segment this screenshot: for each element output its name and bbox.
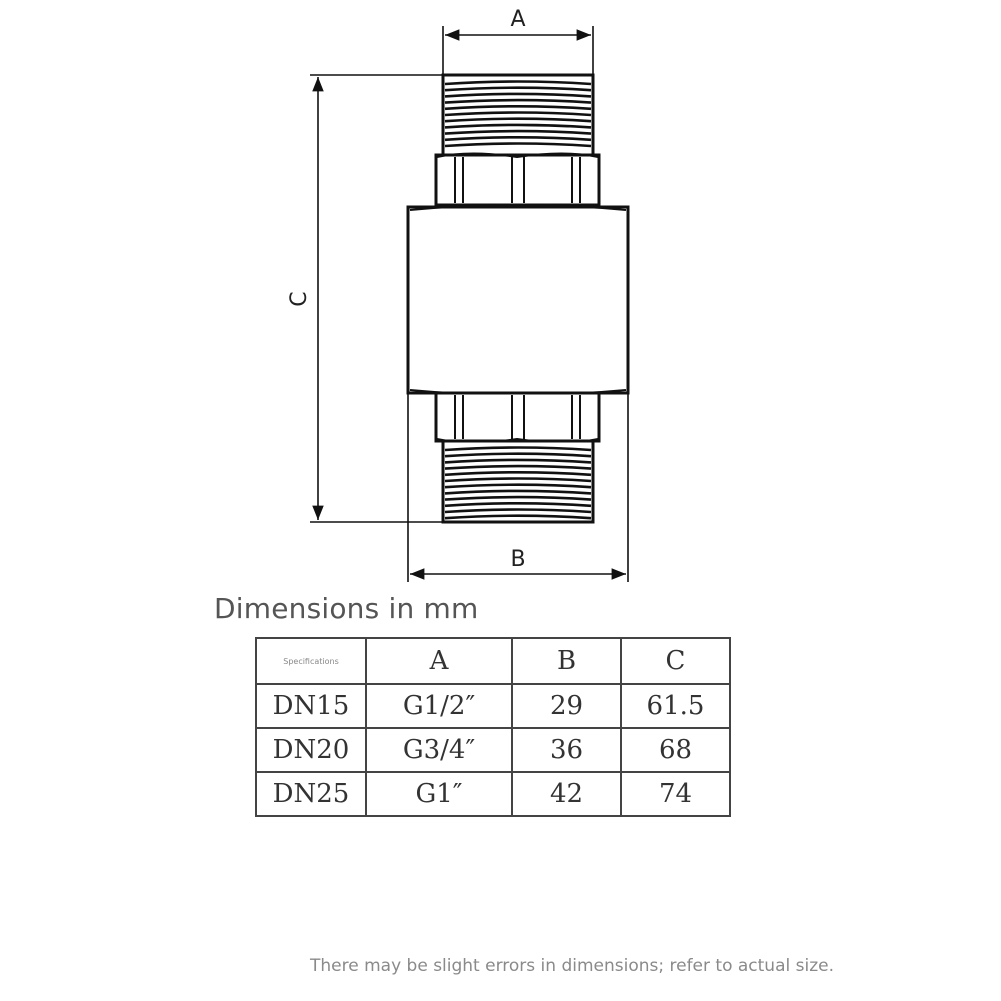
cell-a: G1″ [366, 772, 512, 816]
table-header-row [256, 638, 730, 684]
dimension-c-label: C [287, 291, 312, 307]
cell-spec: DN15 [256, 684, 366, 728]
fitting-body [408, 205, 628, 395]
cell-b: 42 [512, 772, 621, 816]
dimensions-heading: Dimensions in mm [214, 592, 479, 625]
cell-c: 61.5 [621, 684, 730, 728]
table-row [256, 772, 730, 816]
top-thread [443, 75, 593, 155]
cell-spec: DN25 [256, 772, 366, 816]
dimension-b-label: B [510, 547, 526, 572]
header-b: B [512, 638, 621, 684]
bottom-hex-nut [436, 393, 599, 443]
dimension-a [443, 26, 593, 75]
cell-c: 68 [621, 728, 730, 772]
table-row [256, 728, 730, 772]
cell-spec: DN20 [256, 728, 366, 772]
header-a: A [366, 638, 512, 684]
bottom-thread [443, 441, 593, 522]
dimensions-disclaimer: There may be slight errors in dimensions; refer to actual size. [310, 956, 834, 976]
dimension-a-label: A [510, 7, 526, 32]
cell-b: 29 [512, 684, 621, 728]
dimensions-table [255, 637, 731, 817]
cell-c: 74 [621, 772, 730, 816]
header-specifications: Specifications [256, 638, 366, 684]
top-hex-nut [436, 154, 599, 206]
header-c: C [621, 638, 730, 684]
cell-b: 36 [512, 728, 621, 772]
cell-a: G3/4″ [366, 728, 512, 772]
cell-a: G1/2″ [366, 684, 512, 728]
table-row [256, 684, 730, 728]
